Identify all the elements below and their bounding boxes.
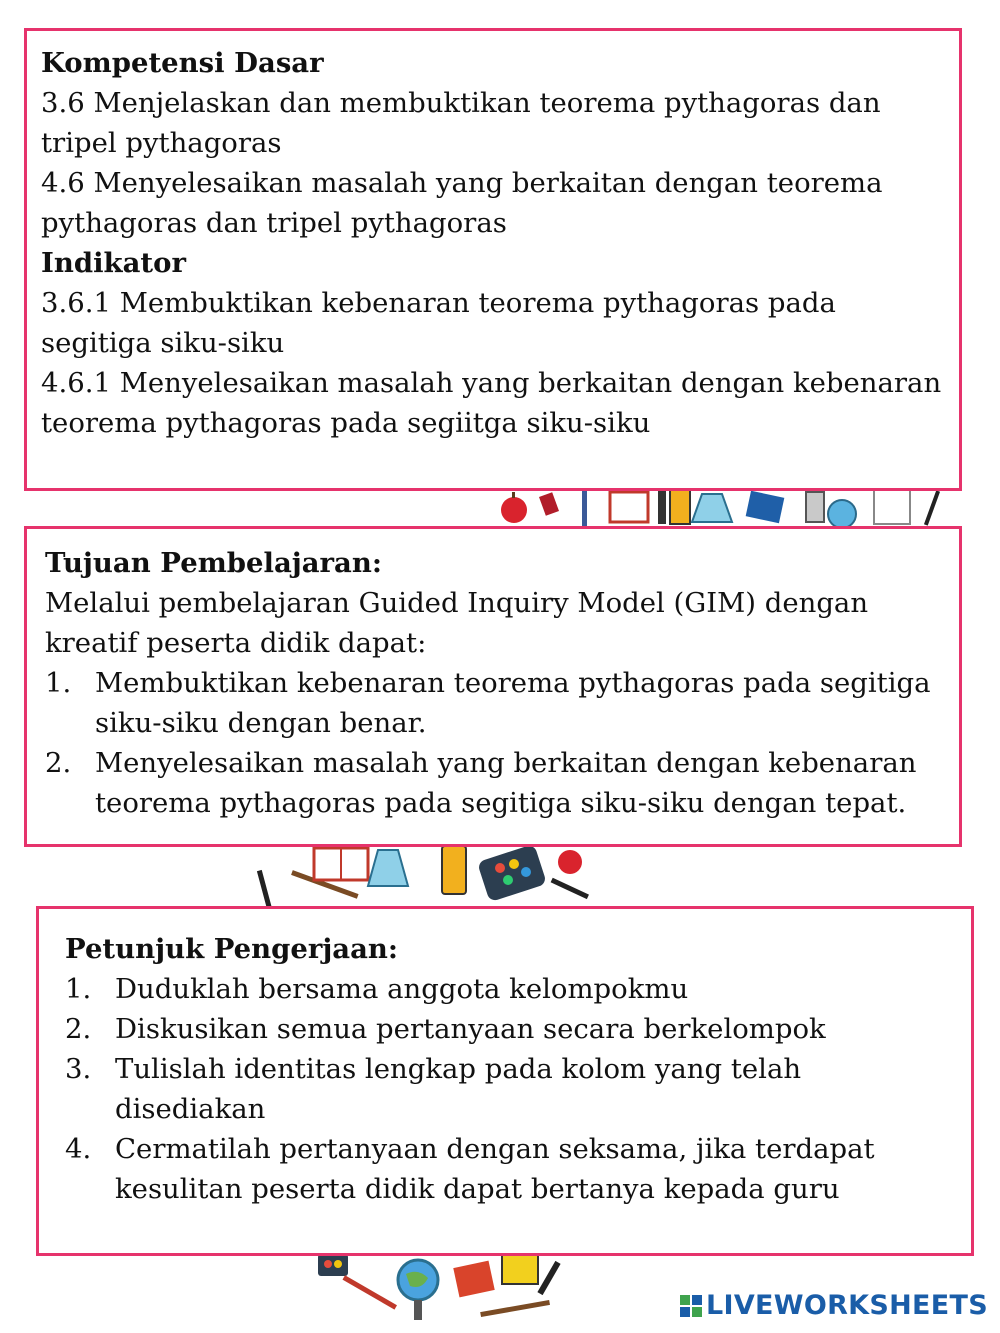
objectives-heading: Tujuan Pembelajaran:: [45, 547, 383, 579]
objectives-box: [24, 526, 962, 847]
instructions-heading: Petunjuk Pengerjaan:: [65, 933, 399, 965]
logo-tiles-icon: [680, 1295, 702, 1317]
list-item: [65, 1129, 945, 1209]
list-number: 3.: [65, 1053, 92, 1085]
list-text: Menyelesaikan masalah yang berkaitan dengan kebenaran teorema pythagoras pada segitiga siku-siku dengan tepat.: [95, 747, 917, 819]
list-item: [45, 663, 941, 743]
list-text: Cermatilah pertanyaan dengan seksama, jika terdapat kesulitan peserta didik dapat bertanya kepada guru: [115, 1133, 875, 1205]
list-text: Diskusikan semua pertanyaan secara berkelompok: [115, 1013, 826, 1045]
objectives-intro: Melalui pembelajaran Guided Inquiry Model (GIM) dengan kreatif peserta didik dapat:: [45, 587, 869, 659]
list-item: [65, 1049, 945, 1129]
list-item: [65, 969, 945, 1009]
competency-box: [24, 28, 962, 491]
list-text: Duduklah bersama anggota kelompokmu: [115, 973, 689, 1005]
competency-line: 4.6 Menyelesaikan masalah yang berkaitan dengan teorema pythagoras dan tripel pythagoras: [41, 167, 883, 239]
list-number: 2.: [45, 747, 72, 779]
objectives-list: [45, 663, 941, 823]
logo-text: LIVEWORKSHEETS: [705, 1290, 988, 1321]
school-supplies-decoration-bottom: [310, 1250, 580, 1330]
liveworksheets-logo[interactable]: [680, 1290, 988, 1321]
indicator-line: 3.6.1 Membuktikan kebenaran teorema pythagoras pada segitiga siku-siku: [41, 287, 836, 359]
list-number: 1.: [65, 973, 92, 1005]
list-text: Membuktikan kebenaran teorema pythagoras pada segitiga siku-siku dengan benar.: [95, 667, 931, 739]
list-number: 1.: [45, 667, 72, 699]
instructions-box: [36, 906, 974, 1256]
indicator-heading: Indikator: [41, 247, 186, 279]
list-item: [65, 1009, 945, 1049]
list-item: [45, 743, 941, 823]
list-number: 4.: [65, 1133, 92, 1165]
list-number: 2.: [65, 1013, 92, 1045]
competency-heading: Kompetensi Dasar: [41, 47, 324, 79]
school-supplies-decoration-top: [470, 484, 960, 532]
indicator-line: 4.6.1 Menyelesaikan masalah yang berkaitan dengan kebenaran teorema pythagoras pada segiitga siku-siku: [41, 367, 942, 439]
instructions-list: [65, 969, 945, 1209]
competency-line: 3.6 Menjelaskan dan membuktikan teorema pythagoras dan tripel pythagoras: [41, 87, 881, 159]
list-text: Tulislah identitas lengkap pada kolom yang telah disediakan: [115, 1053, 802, 1125]
school-supplies-decoration-middle: [250, 842, 610, 912]
